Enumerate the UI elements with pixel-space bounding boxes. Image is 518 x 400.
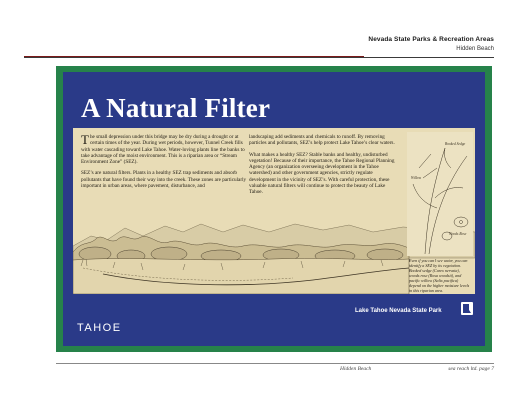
botanical-panel [407,132,473,256]
plant-label-sedge: Booked Sedge [445,142,466,146]
text-column-left [81,134,249,194]
interpretive-sign [56,66,492,352]
document-subtitle: Hidden Beach [456,46,494,52]
nevada-seal-icon [461,302,473,315]
sign-blue-field [63,72,485,346]
paragraph-intro [81,134,249,165]
park-name: Lake Tahoe Nevada State Park [355,308,442,314]
sign-title: A Natural Filter [81,93,271,123]
ground [73,258,409,294]
paragraph-protection: landscaping add sediments and chemicals to runoff. By removing particles and pollutants, SEZ’s help protect Lake Tahoe’s clear waters. [249,134,395,147]
paragraph-filters: SEZ’s are natural filters. Plants in a healthy SEZ trap sediments and absorb pollutants that have found their way into the creek. These zones are particularly important in urban areas, where pavement, disturbance, and [81,170,247,190]
footer-rule [56,363,494,364]
drop-cap: T [81,132,89,147]
paragraph-healthy-sez: What makes a healthy SEZ? Stable banks and healthy, undisturbed vegetation! Because of their importance, the Tahoe Regional Planning Agency (an organization overseeing development in the Tahoe watershed) and other government agencies, strictly regulate development in the vicinity of SEZ’s. With careful protection, these valuable natural filters will continue to protect the beauty of Lake Tahoe. [249,151,395,196]
header-rule-accent [24,56,364,57]
vegetation-caption: Even if you can’t see water, you can identify a SEZ by its vegetation. Booked sedge (Carex nervata), woods rose (Rosa woodsii), and pacific willow (Salix pacifica) depend on the higher moisture levels in this riparian area. [409,258,470,293]
plant-label-rose: Woods Rose [449,232,467,236]
plant-label-willow: Willow [411,176,421,180]
tahoe-logo: TAHOE [77,322,122,334]
header-rule [24,57,494,58]
footer-right: sea reach ltd. page 7 [448,366,494,372]
document-title: Nevada State Parks & Recreation Areas [368,36,494,43]
paragraph-intro-text: he small depression under this bridge may be dry during a drought or at certain times of the year. During wet periods, however, Tunnel Creek fills with water cascading toward Lake Tahoe. Water-loving plants line the banks to take advantage of the moist environment. This is a riparian area or “Stream Environment Zone” (SEZ). [81,134,245,166]
text-column-middle [249,134,399,201]
sign-text-panel [73,128,475,294]
footer-left: Hidden Beach [340,366,372,372]
